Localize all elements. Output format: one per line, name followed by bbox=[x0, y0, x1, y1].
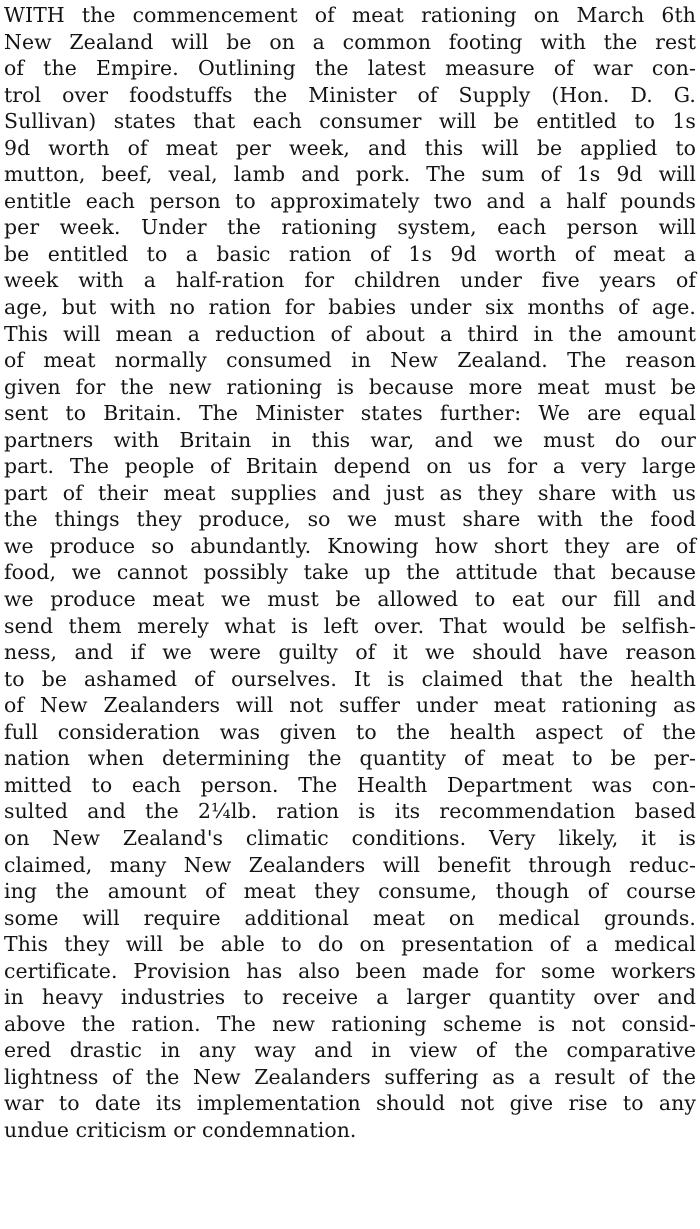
text-line: given for the new rationing is because more meat must be bbox=[4, 374, 696, 399]
text-line: claimed, many New Zealanders will benefit through reduc- bbox=[4, 852, 696, 877]
text-line: full consideration was given to the health aspect of the bbox=[4, 719, 696, 744]
text-line: on New Zealand's climatic conditions. Very likely, it is bbox=[4, 825, 696, 850]
text-line: New Zealand will be on a common footing with the rest bbox=[4, 29, 696, 54]
text-line: lightness of the New Zealanders suffering as a result of the bbox=[4, 1064, 696, 1089]
text-line: This they will be able to do on presentation of a medical bbox=[4, 932, 696, 957]
text-line: Sullivan) states that each consumer will be entitled to 1s bbox=[4, 109, 696, 134]
text-line: be entitled to a basic ration of 1s 9d worth of meat a bbox=[4, 241, 696, 266]
text-line: send them merely what is left over. That would be selfish- bbox=[4, 613, 696, 638]
text-line: 9d worth of meat per week, and this will be applied to bbox=[4, 135, 696, 160]
text-line: WITH the commencement of meat rationing on March 6th bbox=[4, 3, 696, 27]
text-line: trol over foodstuffs the Minister of Supply (Hon. D. G. bbox=[4, 82, 696, 107]
text-line: some will require additional meat on medical grounds. bbox=[4, 905, 696, 930]
text-line: ered drastic in any way and in view of the comparative bbox=[4, 1038, 696, 1063]
text-line: part. The people of Britain depend on us for a very large bbox=[4, 454, 696, 479]
text-line: of meat normally consumed in New Zealand. The reason bbox=[4, 348, 696, 373]
text-line: mitted to each person. The Health Department was con- bbox=[4, 772, 696, 797]
text-line: per week. Under the rationing system, each person will bbox=[4, 215, 696, 240]
text-line: ing the amount of meat they consume, though of course bbox=[4, 879, 696, 904]
text-line: of the Empire. Outlining the latest measure of war con- bbox=[4, 56, 696, 81]
text-line: This will mean a reduction of about a third in the amount bbox=[4, 321, 696, 346]
text-line: we produce so abundantly. Knowing how short they are of bbox=[4, 533, 696, 558]
text-line: sulted and the 2¼lb. ration is its recommendation based bbox=[4, 799, 696, 824]
text-line: entitle each person to approximately two and a half pounds bbox=[4, 188, 696, 213]
text-line: undue criticism or condemnation. bbox=[4, 1117, 357, 1142]
text-line: ness, and if we were guilty of it we should have reason bbox=[4, 640, 696, 665]
text-line: certificate. Provision has also been made for some workers bbox=[4, 958, 696, 983]
text-line: war to date its implementation should not give rise to any bbox=[4, 1091, 696, 1116]
text-line: age, but with no ration for babies under six months of age. bbox=[4, 295, 696, 320]
text-line: week with a half-ration for children under five years of bbox=[4, 268, 696, 293]
text-line: part of their meat supplies and just as they share with us bbox=[4, 480, 696, 505]
text-line: of New Zealanders will not suffer under meat rationing as bbox=[4, 693, 696, 718]
text-line: nation when determining the quantity of meat to be per- bbox=[4, 746, 696, 771]
text-line: the things they produce, so we must share with the food bbox=[4, 507, 696, 532]
text-line: to be ashamed of ourselves. It is claimed that the health bbox=[4, 666, 696, 691]
text-line: we produce meat we must be allowed to eat our fill and bbox=[4, 587, 696, 612]
text-line: sent to Britain. The Minister states further: We are equal bbox=[4, 401, 696, 426]
text-line: above the ration. The new rationing scheme is not consid- bbox=[4, 1011, 696, 1036]
text-line: food, we cannot possibly take up the attitude that because bbox=[4, 560, 696, 585]
text-line: in heavy industries to receive a larger quantity over and bbox=[4, 985, 696, 1010]
text-line: mutton, beef, veal, lamb and pork. The sum of 1s 9d will bbox=[4, 162, 696, 187]
text-line: partners with Britain in this war, and we must do our bbox=[4, 427, 696, 452]
